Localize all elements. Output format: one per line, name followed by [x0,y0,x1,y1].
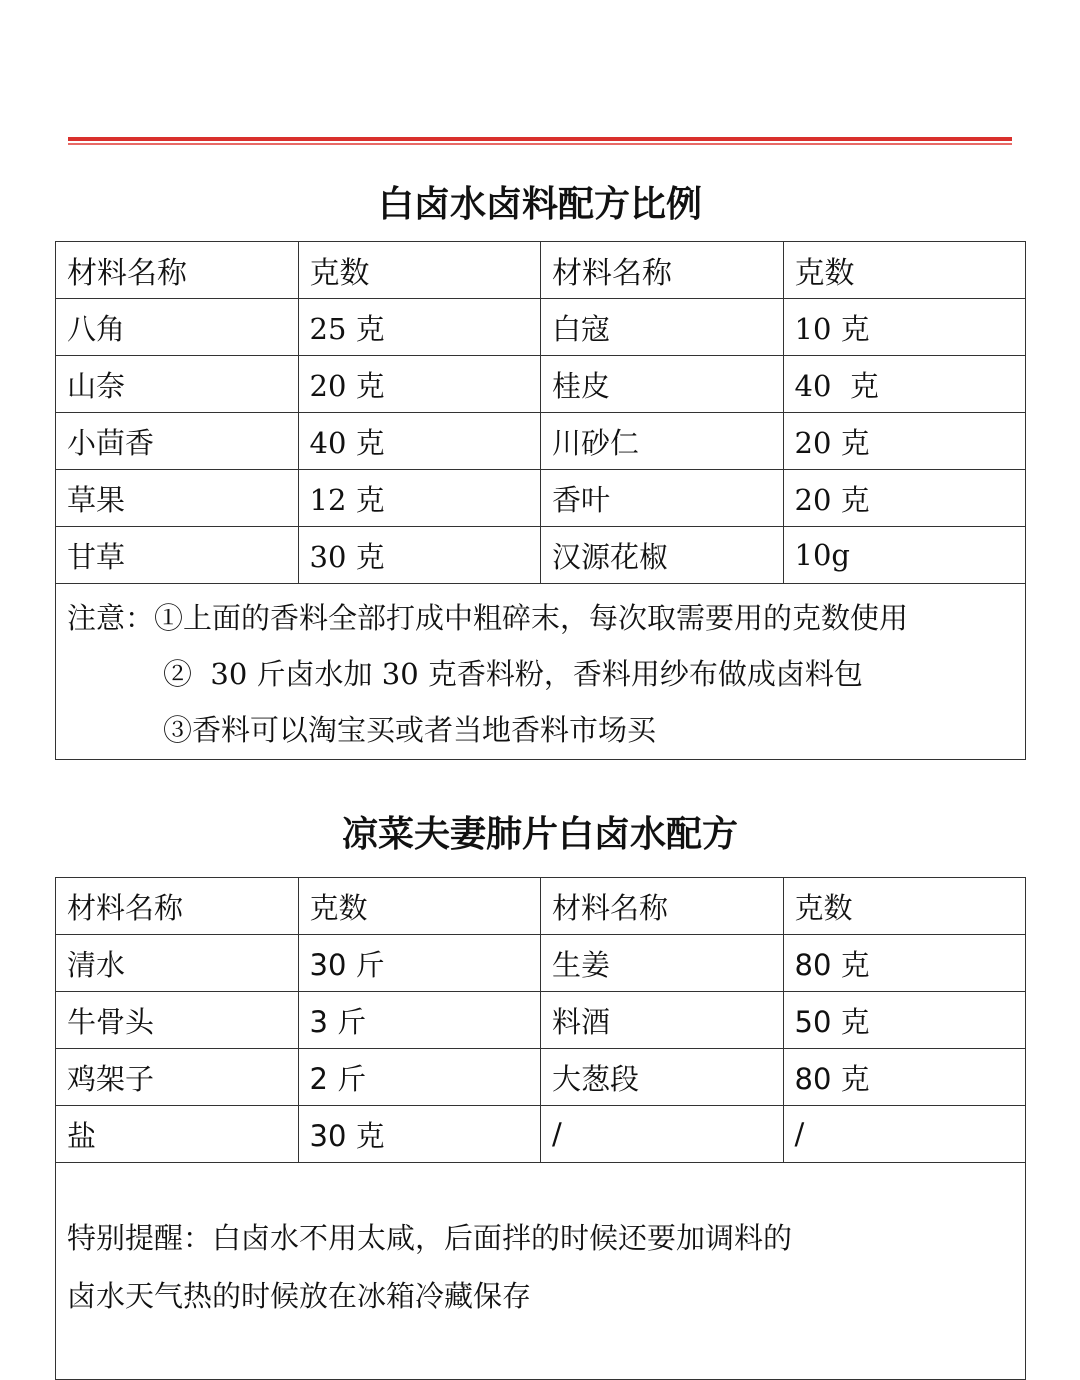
ingredient-cell: 八角 [56,299,299,356]
ingredient-cell: 清水 [56,935,299,992]
amount-cell: 10 克 [783,299,1026,356]
amount-cell: 20 克 [298,356,541,413]
amount-cell: 40 克 [298,413,541,470]
ingredient-cell: 鸡架子 [56,1049,299,1106]
table-row [56,527,1026,584]
amount-cell: 30 克 [298,527,541,584]
table-row [56,992,1026,1049]
ingredient-cell: 桂皮 [541,356,784,413]
section1-title: 白卤水卤料配方比例 [377,184,702,225]
ingredient-cell: / [541,1106,784,1163]
amount-cell: 20 克 [783,470,1026,527]
ingredient-cell: 草果 [56,470,299,527]
amount-cell: 10g [783,527,1026,584]
amount-cell: 80 克 [783,935,1026,992]
header-cell: 克数 [783,878,1026,935]
notes-row [56,584,1026,760]
header-cell: 材料名称 [56,878,299,935]
reminder-row [56,1163,1026,1380]
ingredient-cell: 甘草 [56,527,299,584]
ingredient-cell: 汉源花椒 [541,527,784,584]
ingredient-cell: 小茴香 [56,413,299,470]
amount-cell: 80 克 [783,1049,1026,1106]
note-line-1 [67,590,1025,646]
ingredient-cell: 牛骨头 [56,992,299,1049]
ingredient-cell: 大葱段 [541,1049,784,1106]
amount-cell: 2 斤 [298,1049,541,1106]
header-cell: 材料名称 [541,242,784,299]
ingredient-cell: 料酒 [541,992,784,1049]
note-line-2 [67,646,1025,702]
red-divider-rule-thin [68,143,1012,145]
note-text: ③香料可以淘宝买或者当地香料市场买 [163,713,657,747]
ingredient-cell: 香叶 [541,470,784,527]
amount-cell: 12 克 [298,470,541,527]
reminder-line-2: 卤水天气热的时候放在冰箱冷藏保存 [67,1279,532,1313]
amount-cell: / [783,1106,1026,1163]
note-text: ①上面的香料全部打成中粗碎末，每次取需要用的克数使用 [154,601,909,635]
amount-cell: 3 斤 [298,992,541,1049]
amount-cell: 25 克 [298,299,541,356]
brine-recipe-table [55,877,1026,1380]
reminder-line-1: 特别提醒：白卤水不用太咸，后面拌的时候还要加调料的 [67,1221,793,1255]
header-cell: 材料名称 [56,242,299,299]
reminder-cell [56,1163,1026,1380]
table-header-row [56,878,1026,935]
amount-cell: 30 斤 [298,935,541,992]
notes-cell [56,584,1026,760]
spice-ratio-table [55,241,1026,760]
ingredient-cell: 生姜 [541,935,784,992]
header-cell: 克数 [783,242,1026,299]
table-row [56,356,1026,413]
amount-cell: 40 克 [783,356,1026,413]
note-line-3 [67,702,1025,758]
table-header-row [56,242,1026,299]
note-text: ② 30 斤卤水加 30 克香料粉，香料用纱布做成卤料包 [163,657,863,691]
amount-cell: 20 克 [783,413,1026,470]
note-label: 注意： [67,601,155,635]
table-row [56,935,1026,992]
table-row [56,1106,1026,1163]
ingredient-cell: 白寇 [541,299,784,356]
table-row [56,299,1026,356]
header-cell: 克数 [298,242,541,299]
table-row [56,1049,1026,1106]
amount-cell: 50 克 [783,992,1026,1049]
table-row [56,413,1026,470]
ingredient-cell: 山奈 [56,356,299,413]
header-cell: 材料名称 [541,878,784,935]
ingredient-cell: 盐 [56,1106,299,1163]
section2-title: 凉菜夫妻肺片白卤水配方 [341,814,738,855]
red-divider-rule [68,137,1012,141]
table-row [56,470,1026,527]
header-cell: 克数 [298,878,541,935]
ingredient-cell: 川砂仁 [541,413,784,470]
amount-cell: 30 克 [298,1106,541,1163]
